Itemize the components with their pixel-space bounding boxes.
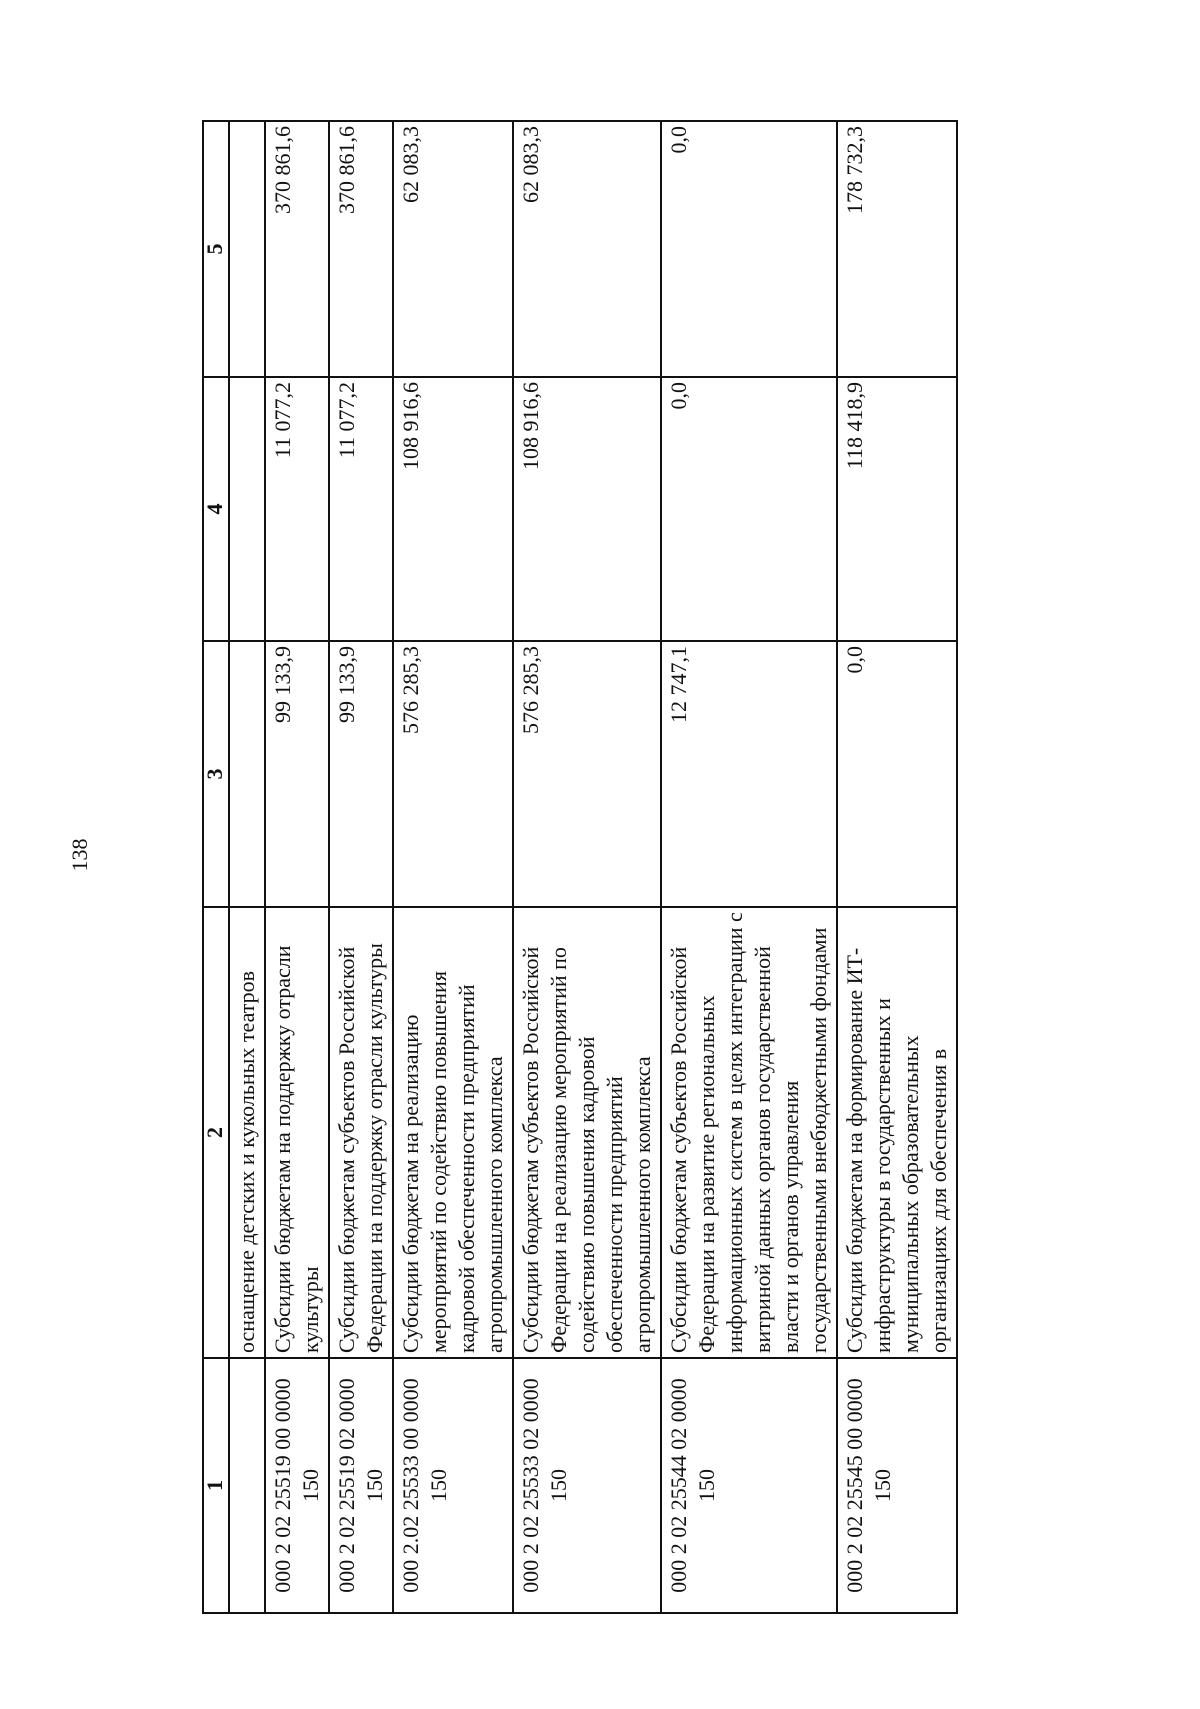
row-value-col5: 370 861,6 xyxy=(329,121,393,377)
row-name: Субсидии бюджетам на поддержку отрасли культуры xyxy=(265,907,329,1358)
row-value-col4: 108 916,6 xyxy=(393,377,513,641)
rotated-table-wrapper xyxy=(202,122,1062,1614)
table-row xyxy=(329,121,393,1613)
row-name: Субсидии бюджетам субъектов Российской Федерации на реализацию мероприятий по содействию повышения кадровой обеспеченности предприятий агропромышленного комплекса xyxy=(513,907,661,1358)
row-value-col5: 62 083,3 xyxy=(513,121,661,377)
row-code: 000 2.02 25533 00 0000 150 xyxy=(393,1358,513,1613)
table-row xyxy=(393,121,513,1613)
header-cell-1: 1 xyxy=(203,1358,229,1613)
row-value-col4: 11 077,2 xyxy=(329,377,393,641)
row-value-col3: 0,0 xyxy=(837,641,957,907)
row-code: 000 2 02 25519 00 0000 150 xyxy=(265,1358,329,1613)
row-name: Субсидии бюджетам на формирование ИТ-инфраструктуры в государственных и муниципальных образовательных организациях для обеспечения в xyxy=(837,907,957,1358)
continuation-row xyxy=(229,121,265,1613)
continuation-col4 xyxy=(229,377,265,641)
continuation-col5 xyxy=(229,121,265,377)
header-cell-2: 2 xyxy=(203,907,229,1358)
row-code: 000 2 02 25519 02 0000 150 xyxy=(329,1358,393,1613)
row-value-col3: 576 285,3 xyxy=(513,641,661,907)
row-value-col3: 99 133,9 xyxy=(329,641,393,907)
table-row xyxy=(837,121,957,1613)
continuation-col3 xyxy=(229,641,265,907)
row-value-col3: 576 285,3 xyxy=(393,641,513,907)
row-code: 000 2 02 25544 02 0000 150 xyxy=(661,1358,837,1613)
row-value-col4: 118 418,9 xyxy=(837,377,957,641)
row-code: 000 2 02 25533 02 0000 150 xyxy=(513,1358,661,1613)
continuation-code-cell xyxy=(229,1358,265,1613)
row-value-col4: 108 916,6 xyxy=(513,377,661,641)
header-row xyxy=(203,121,229,1613)
table-row xyxy=(513,121,661,1613)
row-value-col3: 12 747,1 xyxy=(661,641,837,907)
row-value-col5: 0,0 xyxy=(661,121,837,377)
row-name: Субсидии бюджетам субъектов Российской Федерации на поддержку отрасли культуры xyxy=(329,907,393,1358)
row-value-col5: 178 732,3 xyxy=(837,121,957,377)
row-name: Субсидии бюджетам субъектов Российской Федерации на развитие региональных информационных систем в целях интеграции с витриной данных органов государственной власти и органов управления государственными внебюджетными фондами xyxy=(661,907,837,1358)
header-cell-4: 4 xyxy=(203,377,229,641)
header-cell-3: 3 xyxy=(203,641,229,907)
header-cell-5: 5 xyxy=(203,121,229,377)
row-value-col5: 370 861,6 xyxy=(265,121,329,377)
table-row xyxy=(661,121,837,1613)
row-value-col3: 99 133,9 xyxy=(265,641,329,907)
table-row xyxy=(265,121,329,1613)
row-code: 000 2 02 25545 00 0000 150 xyxy=(837,1358,957,1613)
row-value-col4: 0,0 xyxy=(661,377,837,641)
continuation-text: оснащение детских и кукольных театров xyxy=(229,907,265,1358)
budget-table xyxy=(202,120,958,1614)
row-name: Субсидии бюджетам на реализацию мероприятий по содействию повышения кадровой обеспеченности предприятий агропромышленного комплекса xyxy=(393,907,513,1358)
row-value-col5: 62 083,3 xyxy=(393,121,513,377)
row-value-col4: 11 077,2 xyxy=(265,377,329,641)
page-number: 138 xyxy=(67,838,92,872)
